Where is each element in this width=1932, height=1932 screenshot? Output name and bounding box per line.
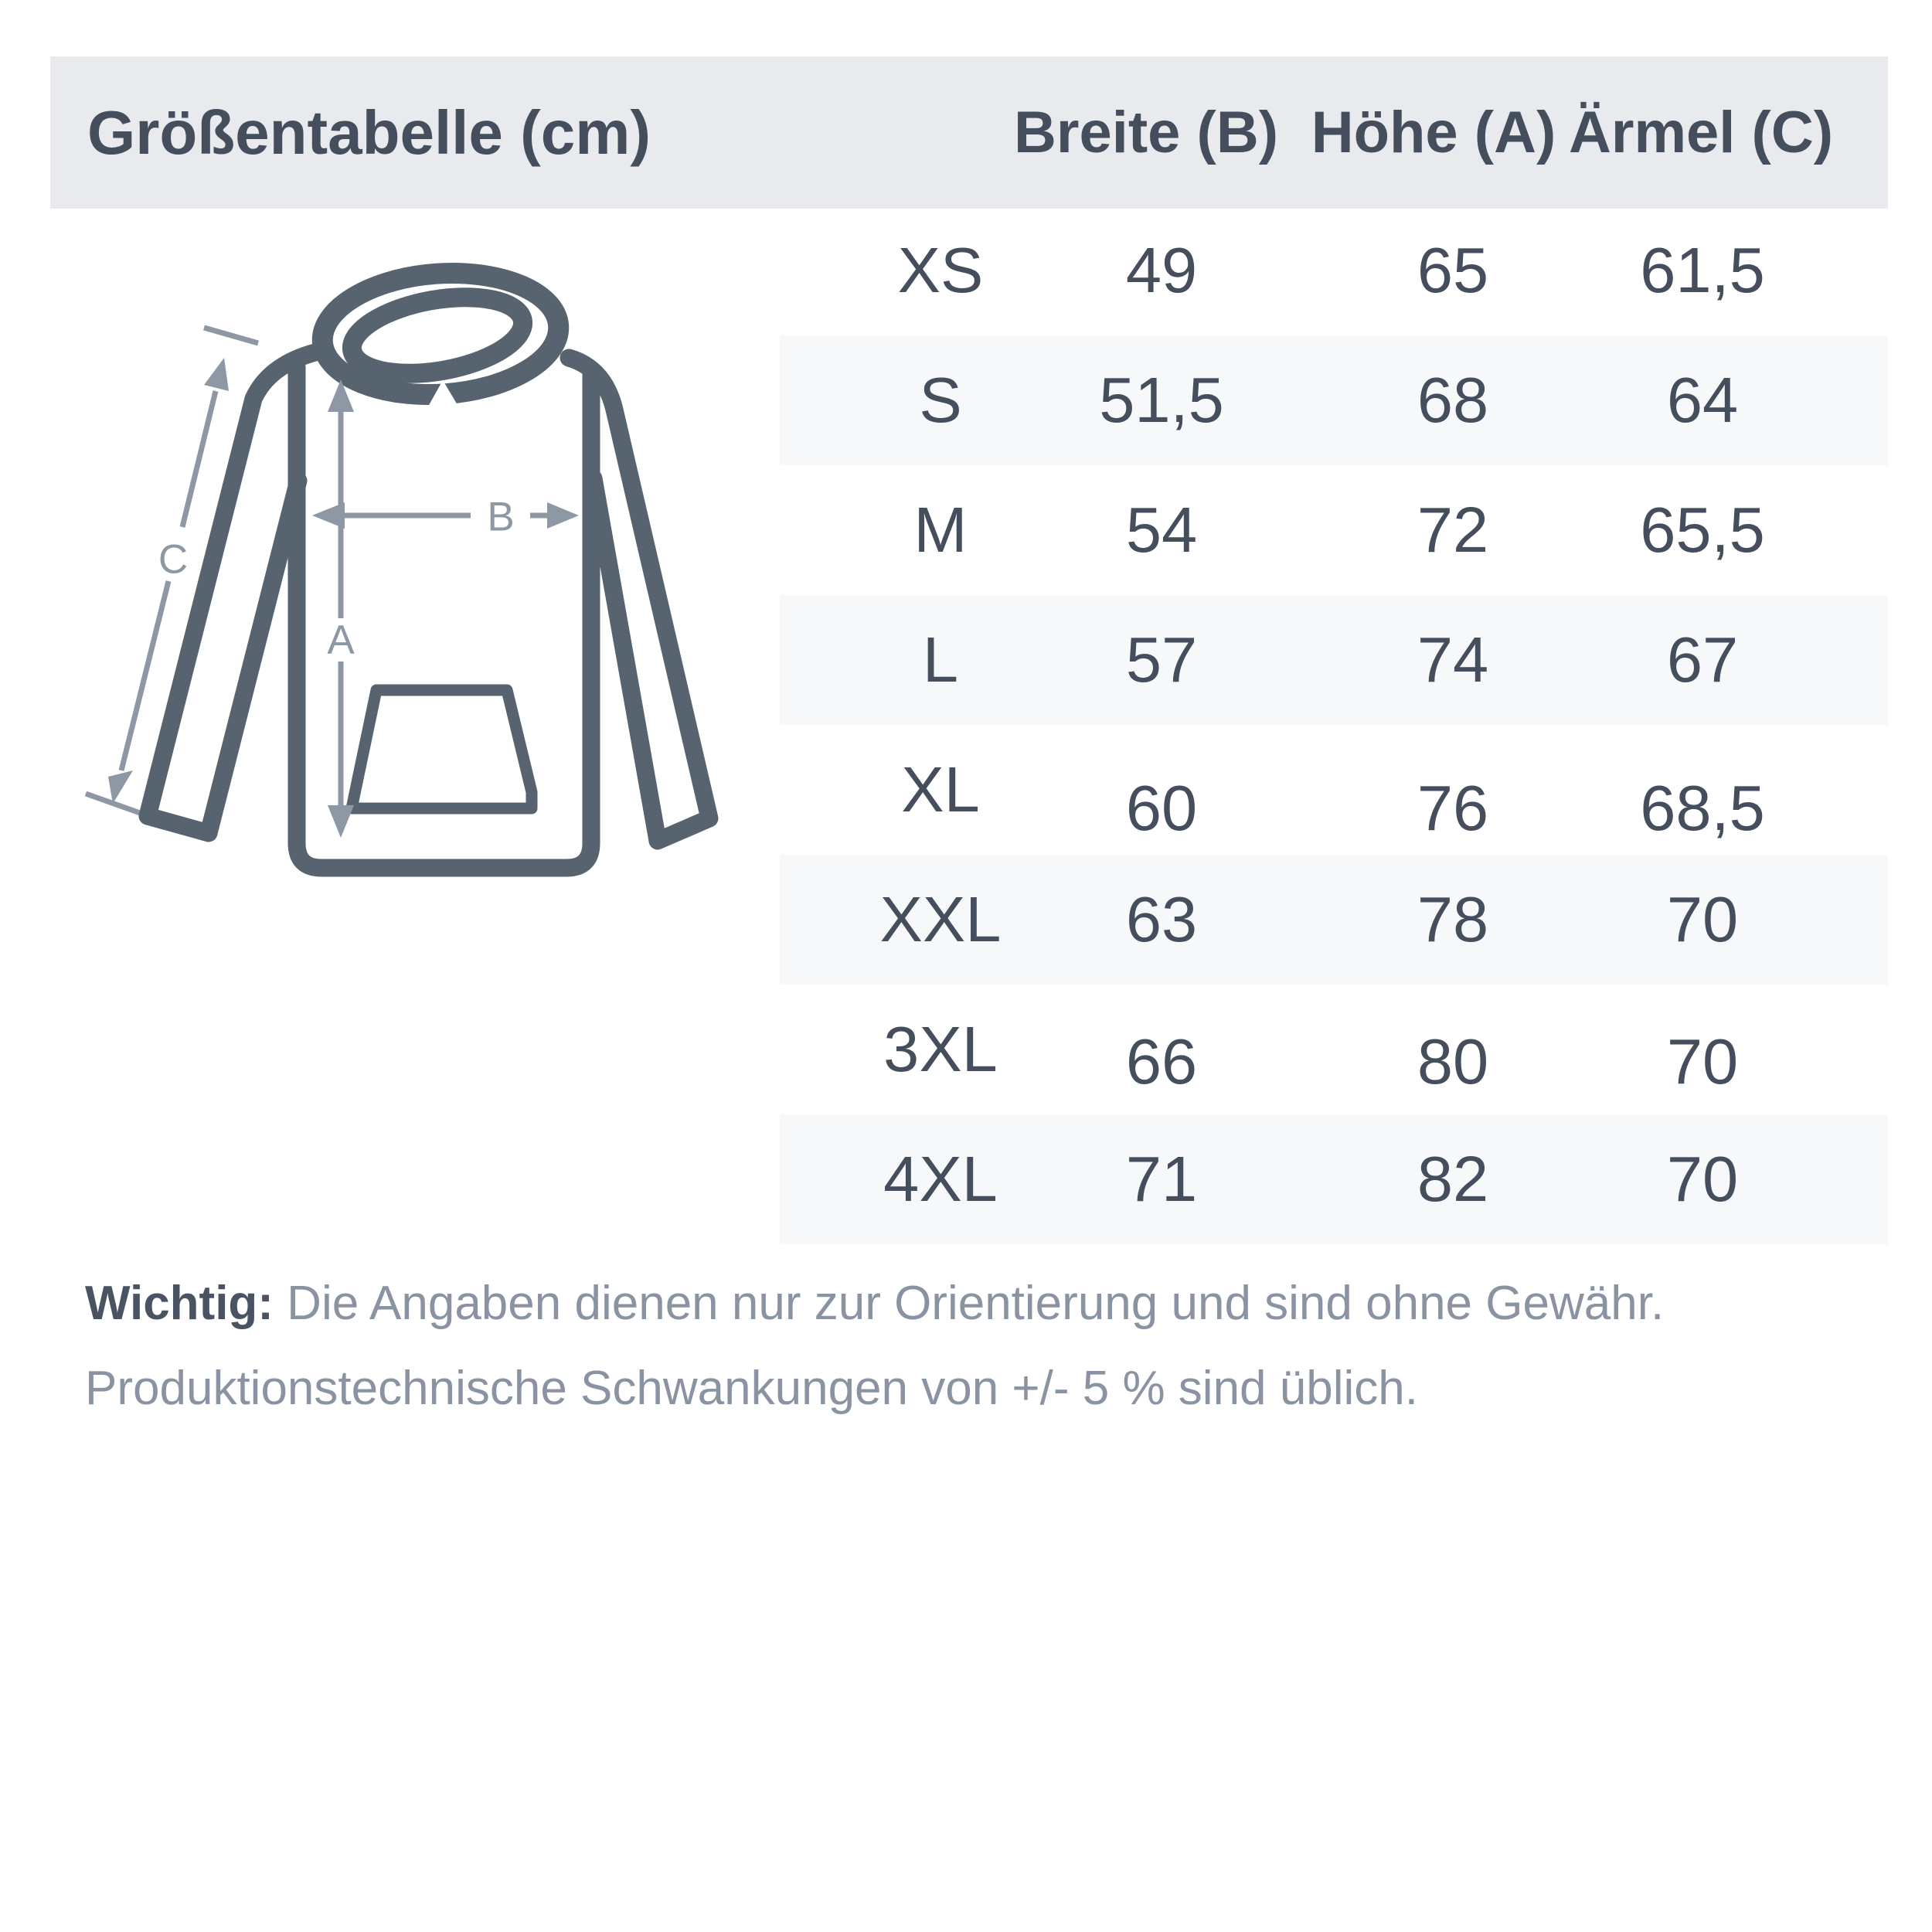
hoehe-cell: 82	[1417, 1143, 1489, 1215]
disclaimer-label: Wichtig:	[85, 1277, 274, 1330]
breite-cell: 71	[1125, 1143, 1198, 1215]
hood-icon	[318, 266, 563, 403]
label-c: C	[158, 536, 189, 583]
hoodie-measurement-diagram	[46, 232, 819, 943]
column-header-hoehe: Höhe (A)	[1311, 100, 1556, 165]
aermel-cell: 70	[1666, 1143, 1739, 1215]
table-header-bar	[50, 56, 1888, 209]
size-cell: 4XL	[883, 1143, 998, 1215]
column-header-aermel: Ärmel (C)	[1568, 100, 1834, 165]
hoehe-cell: 76	[1417, 772, 1489, 844]
table-row	[0, 985, 1932, 1114]
breite-cell: 51,5	[1099, 364, 1224, 436]
breite-cell: 49	[1125, 234, 1198, 306]
hoehe-cell: 80	[1417, 1026, 1489, 1097]
label-a: A	[327, 617, 355, 663]
aermel-cell: 64	[1666, 364, 1739, 436]
disclaimer-note	[85, 1261, 1886, 1431]
size-cell: S	[919, 364, 962, 436]
hoehe-cell: 72	[1417, 494, 1489, 566]
arrowhead-c-bottom	[108, 770, 133, 804]
size-cell: M	[913, 494, 968, 566]
aermel-cell: 65,5	[1640, 494, 1765, 566]
arrowhead-b-left	[312, 502, 345, 529]
size-cell: XXL	[879, 883, 1002, 955]
arrowhead-b-right	[547, 502, 579, 529]
page-title: Größentabelle (cm)	[87, 98, 651, 167]
column-header-breite: Breite (B)	[1013, 100, 1279, 165]
breite-cell: 66	[1125, 1026, 1198, 1097]
size-cell: XL	[901, 753, 980, 825]
hoehe-cell: 65	[1417, 234, 1489, 306]
breite-cell: 63	[1125, 883, 1198, 955]
aermel-cell: 70	[1666, 883, 1739, 955]
aermel-cell: 61,5	[1640, 234, 1765, 306]
arrowhead-a-bottom	[328, 805, 354, 838]
hoodie-diagram-svg	[46, 232, 819, 943]
aermel-cell: 67	[1666, 624, 1739, 696]
breite-cell: 54	[1125, 494, 1198, 566]
size-cell: 3XL	[883, 1013, 998, 1085]
aermel-cell: 70	[1666, 1026, 1739, 1097]
arrowhead-c-top	[204, 358, 229, 391]
kangaroo-pocket	[352, 690, 532, 808]
hoehe-cell: 68	[1417, 364, 1489, 436]
aermel-cell: 68,5	[1640, 772, 1765, 844]
breite-cell: 60	[1125, 772, 1198, 844]
disclaimer-line-2: Produktionstechnische Schwankungen von +/- 5 % sind üblich.	[85, 1362, 1418, 1415]
hoehe-cell: 78	[1417, 883, 1489, 955]
breite-cell: 57	[1125, 624, 1198, 696]
disclaimer-line-1: Wichtig: Die Angaben dienen nur zur Orientierung und sind ohne Gewähr.	[85, 1277, 1665, 1330]
size-cell: L	[922, 624, 959, 696]
label-b: B	[487, 494, 515, 540]
table-row	[0, 1114, 1932, 1244]
size-cell: XS	[897, 234, 984, 306]
hoehe-cell: 74	[1417, 624, 1489, 696]
